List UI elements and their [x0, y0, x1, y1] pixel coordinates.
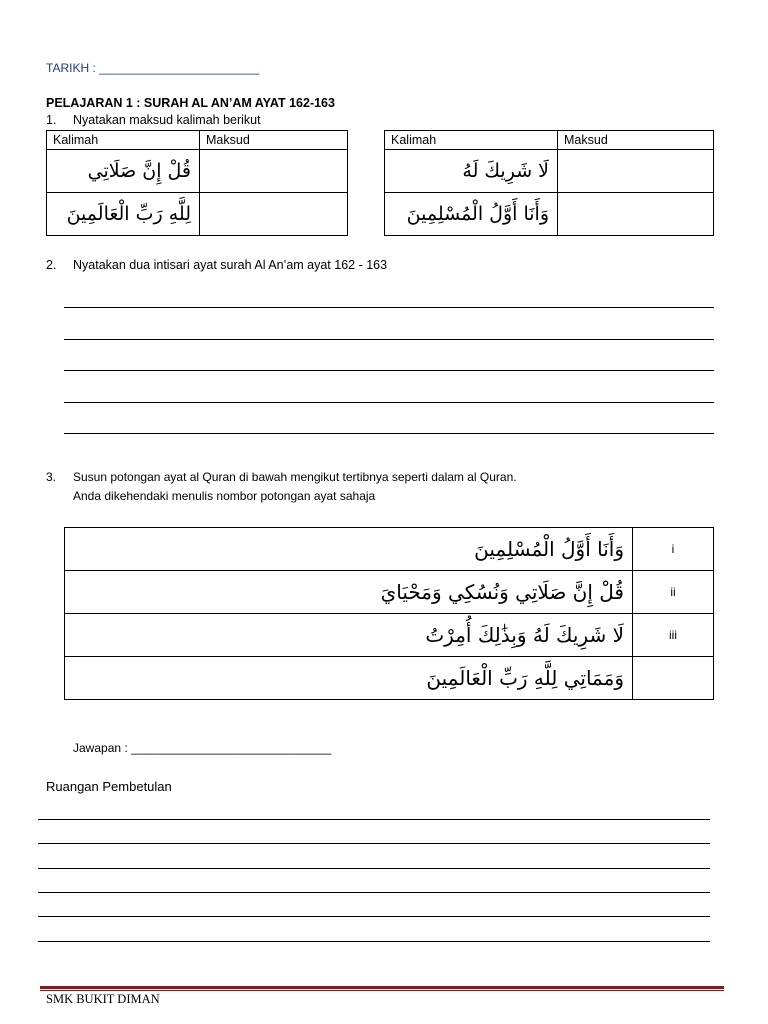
kalimah-cell: [47, 150, 200, 193]
question-1: [46, 113, 261, 127]
verse-fragment-text: قُلْ إِنَّ صَلَاتِي وَنُسُكِي وَمَحْيَايَ: [380, 580, 624, 604]
kalimah-table-left: [46, 130, 348, 236]
correction-line[interactable]: [38, 843, 710, 844]
header-maksud: Maksud: [558, 131, 714, 150]
kalimah-text: لِلَّهِ رَبِّ الْعَالَمِينَ: [66, 203, 191, 225]
school-name: SMK BUKIT DIMAN: [46, 992, 160, 1006]
correction-line[interactable]: [38, 892, 710, 893]
header-kalimah: Kalimah: [47, 131, 200, 150]
kalimah-text: قُلْ إِنَّ صَلَاتِي: [87, 160, 191, 182]
question-3-text-line1: Susun potongan ayat al Quran di bawah mengikut tertibnya seperti dalam al Quran.: [73, 470, 517, 484]
footer-divider: [40, 986, 724, 989]
answer-line[interactable]: [64, 370, 714, 371]
kalimah-cell: [385, 193, 558, 236]
question-3-number: 3.: [46, 470, 57, 484]
fragment-number-cell: i: [633, 528, 714, 571]
verse-fragment-cell: [65, 571, 633, 614]
kalimah-text: وَأَنَا أَوَّلُ الْمُسْلِمِينَ: [406, 203, 549, 225]
question-2-number: 2.: [46, 258, 57, 272]
answer-line[interactable]: [64, 339, 714, 340]
header-maksud: Maksud: [200, 131, 348, 150]
footer-divider-thin: [40, 990, 724, 991]
question-1-number: 1.: [46, 113, 57, 127]
header-kalimah: Kalimah: [385, 131, 558, 150]
question-3: [46, 470, 517, 484]
correction-line[interactable]: [38, 941, 710, 942]
verse-fragment-text: وَأَنَا أَوَّلُ الْمُسْلِمِينَ: [474, 537, 624, 561]
kalimah-text: لَا شَرِيكَ لَهُ: [462, 160, 549, 182]
verse-fragment-text: وَمَمَاتِي لِلَّهِ رَبِّ الْعَالَمِينَ: [426, 666, 624, 690]
maksud-answer-cell[interactable]: [200, 193, 348, 236]
correction-line[interactable]: [38, 819, 710, 820]
correction-area-label: Ruangan Pembetulan: [46, 779, 172, 794]
lesson-title: PELAJARAN 1 : SURAH AL AN’AM AYAT 162-163: [46, 96, 335, 110]
correction-line[interactable]: [38, 868, 710, 869]
verse-fragment-cell: [65, 614, 633, 657]
fragment-number-cell: ii: [633, 571, 714, 614]
verse-fragment-cell: [65, 528, 633, 571]
answer-line[interactable]: [64, 307, 714, 308]
question-2-text: Nyatakan dua intisari ayat surah Al An’am ayat 162 - 163: [73, 258, 388, 272]
sequence-table: [64, 527, 714, 700]
verse-fragment-text: لَا شَرِيكَ لَهُ وَبِذَٰلِكَ أُمِرْتُ: [425, 623, 624, 647]
maksud-answer-cell[interactable]: [200, 150, 348, 193]
question-1-text: Nyatakan maksud kalimah berikut: [73, 113, 261, 127]
maksud-answer-cell[interactable]: [558, 193, 714, 236]
correction-line[interactable]: [38, 916, 710, 917]
kalimah-cell: [385, 150, 558, 193]
question-3-text-line2: Anda dikehendaki menulis nombor potongan ayat sahaja: [73, 489, 376, 503]
kalimah-table-right: [384, 130, 714, 236]
answer-line[interactable]: [64, 433, 714, 434]
kalimah-cell: [47, 193, 200, 236]
question-2: [46, 258, 387, 272]
verse-fragment-cell: [65, 657, 633, 700]
answer-line[interactable]: [64, 402, 714, 403]
maksud-answer-cell[interactable]: [558, 150, 714, 193]
fragment-number-cell[interactable]: [633, 657, 714, 700]
date-field-label: TARIKH : ________________________: [46, 61, 260, 75]
fragment-number-cell: iii: [633, 614, 714, 657]
jawapan-field-label: Jawapan : ______________________________: [73, 741, 332, 755]
